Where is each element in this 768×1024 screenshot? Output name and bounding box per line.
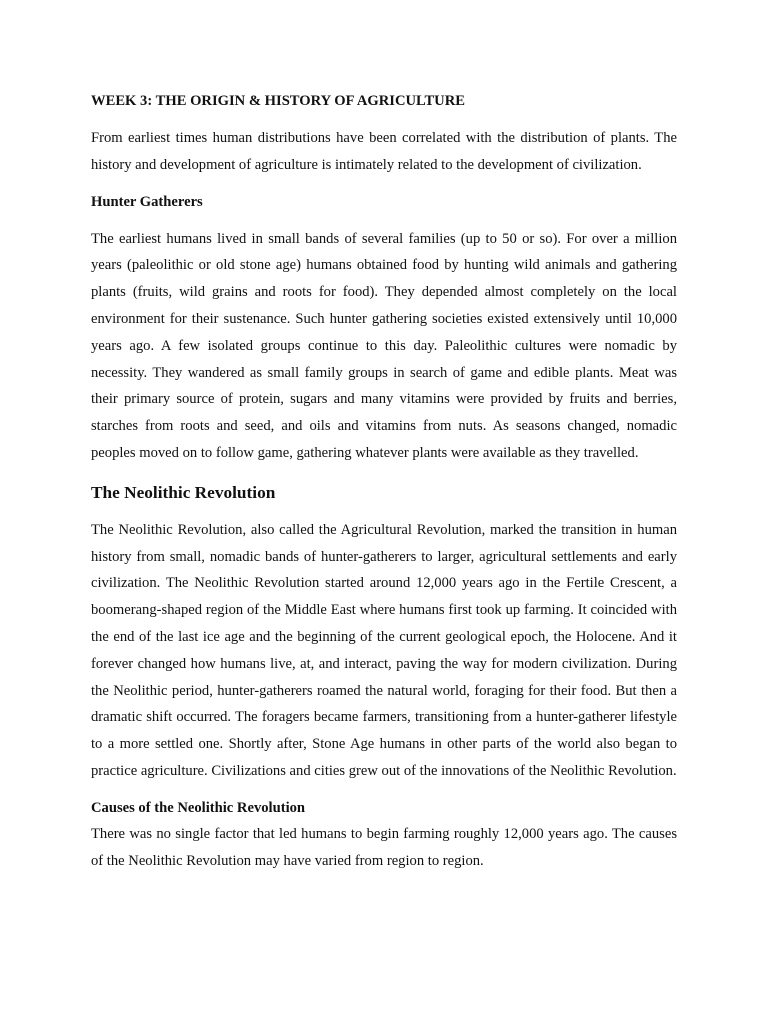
paragraph-causes-neolithic-revolution: There was no single factor that led humans to begin farming roughly 12,000 years ago. The causes of the Neolithic Revolution may have varied from region to region. <box>91 825 677 869</box>
heading-causes-neolithic-revolution: Causes of the Neolithic Revolution <box>91 799 306 816</box>
heading-hunter-gatherers: Hunter Gatherers <box>91 193 203 210</box>
paragraph-neolithic-revolution: The Neolithic Revolution, also called the Agricultural Revolution, marked the transition in human history from small, nomadic bands of hunter-gatherers to larger, agricultural settlements and early civilization. The Neolithic Revolution started around 12,000 years ago in the Fertile Crescent, a boomerang-shaped region of the Middle East where humans first took up farming. It coincided with the end of the last ice age and the beginning of the current geological epoch, the Holocene. And it forever changed how humans live, at, and interact, paving the way for modern civilization. During the Neolithic period, hunter-gatherers roamed the natural world, foraging for their food. But then a dramatic shift occurred. The foragers became farmers, transitioning from a hunter-gatherer lifestyle to a more settled one. Shortly after, Stone Age humans in other parts of the world also began to practice agriculture. Civilizations and cities grew out of the innovations of the Neolithic Revolution. <box>91 521 677 779</box>
document-title: WEEK 3: THE ORIGIN & HISTORY OF AGRICULTURE <box>91 93 465 109</box>
document-page <box>91 88 677 874</box>
heading-neolithic-revolution: The Neolithic Revolution <box>91 482 276 502</box>
intro-paragraph: From earliest times human distributions have been correlated with the distribution of plants. The history and development of agriculture is intimately related to the development of civilization. <box>91 130 677 173</box>
paragraph-hunter-gatherers: The earliest humans lived in small bands of several families (up to 50 or so). For over a million years (paleolithic or old stone age) humans obtained food by hunting wild animals and gathering plants (fruits, wild grains and roots for food). They depended almost completely on the local environment for their sustenance. Such hunter gathering societies existed extensively until 10,000 years ago. A few isolated groups continue to this day. Paleolithic cultures were nomadic by necessity. They wandered as small family groups in search of game and edible plants. Meat was their primary source of protein, sugars and many vitamins were provided by fruits and berries, starches from roots and seed, and oils and vitamins from nuts. As seasons changed, nomadic peoples moved on to follow game, gathering whatever plants were available as they travelled. <box>91 230 677 461</box>
